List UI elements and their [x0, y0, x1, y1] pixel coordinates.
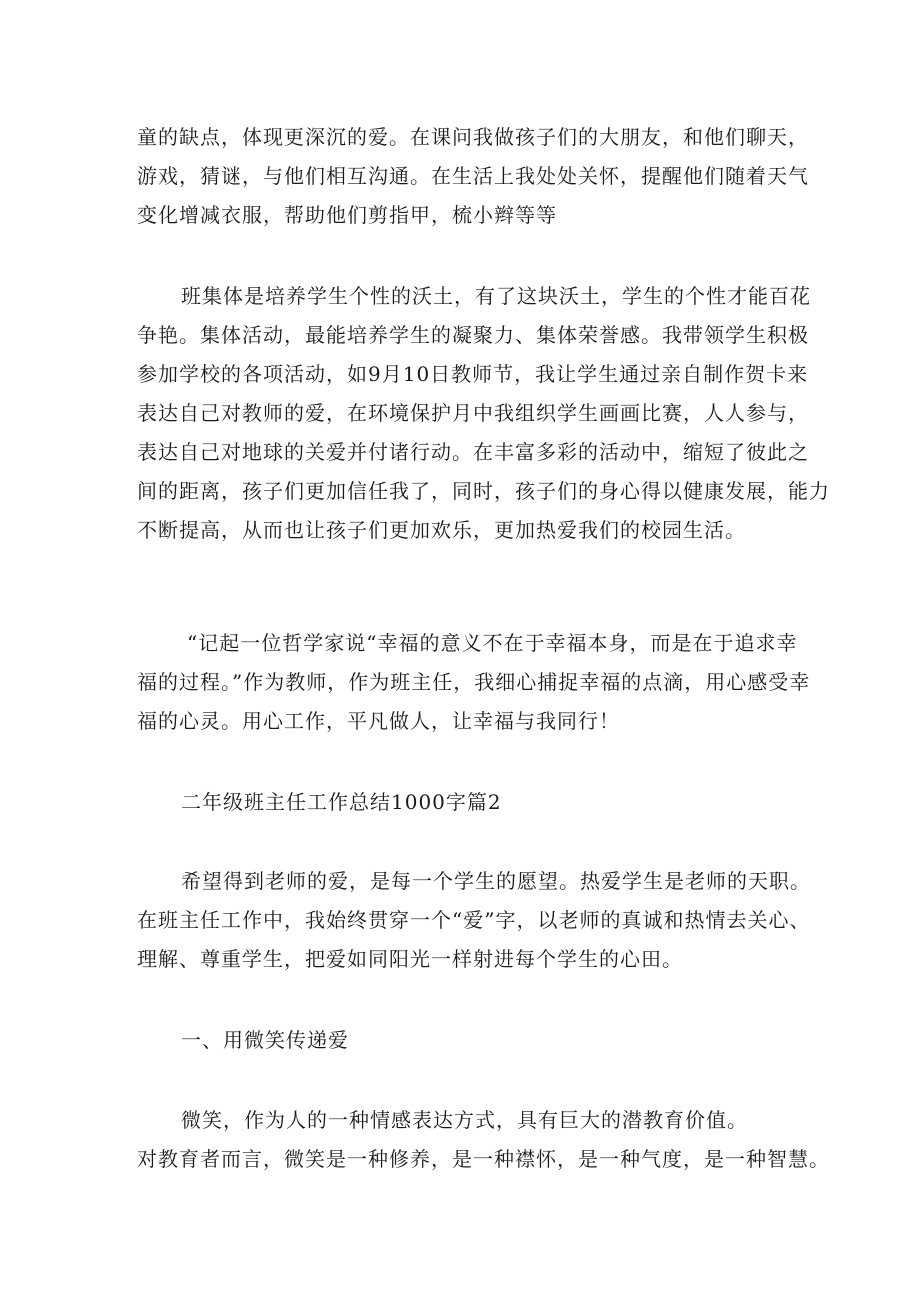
paragraph-line: 童的缺点，体现更深沉的爱。在课问我做孩子们的大朋友，和他们聊天，: [137, 125, 809, 149]
paragraph-line: 理解、尊重学生，把爱如同阳光一样射进每个学生的心田。: [137, 947, 683, 971]
paragraph-2: [137, 277, 830, 550]
section-heading: [137, 783, 797, 822]
paragraph-line: “记起一位哲学家说“幸福的意义不在于幸福本身，而是在于追求幸: [187, 631, 798, 655]
paragraph-line: 不断提高，从而也让孩子们更加欢乐，更加热爱我们的校园生活。: [137, 518, 746, 542]
paragraph-line: 间的距离，孩子们更加信任我了，同时，孩子们的身心得以健康发展，能力: [137, 479, 830, 503]
subheading-text: 一、用微笑传递爱: [181, 1028, 349, 1052]
paragraph-line: 希望得到老师的爱，是每一个学生的愿望。热爱学生是老师的天职。: [181, 869, 811, 893]
paragraph-4: [137, 862, 811, 979]
paragraph-line: 变化增减衣服，帮助他们剪指甲，梳小辫等等: [137, 203, 557, 227]
paragraph-line: 游戏，猜谜，与他们相互沟通。在生活上我处处关怀，提醒他们随着天气: [137, 164, 809, 188]
paragraph-line: 福的过程。”作为教师，作为班主任，我细心捕捉幸福的点滴，用心感受幸: [137, 670, 811, 694]
paragraph-line: 表达自己对地球的关爱并付诸行动。在丰富多彩的活动中，缩短了彼此之: [137, 440, 809, 464]
paragraph-line: 微笑，作为人的一种情感表达方式，具有巨大的潜教育价值。: [181, 1108, 748, 1132]
subheading: [137, 1021, 797, 1060]
paragraph-line: 争艳。集体活动，最能培养学生的凝聚力、集体荣誉感。我带领学生积极: [137, 323, 809, 347]
paragraph-5: [137, 1101, 830, 1179]
paragraph-line: 对教育者而言，微笑是一种修养，是一种襟怀，是一种气度，是一种智慧。: [137, 1147, 830, 1171]
paragraph-3: [137, 624, 811, 741]
paragraph-1: [137, 118, 809, 235]
paragraph-line: 表达自己对教师的爱，在环境保护月中我组织学生画画比赛，人人参与，: [137, 401, 809, 425]
section-heading-text: 二年级班主任工作总结1000字篇2: [181, 790, 502, 814]
paragraph-line: 班集体是培养学生个性的沃土，有了这块沃土，学生的个性才能百花: [181, 284, 811, 308]
paragraph-line: 在班主任工作中，我始终贯穿一个“爱”字，以老师的真诚和热情去关心、: [137, 908, 811, 932]
paragraph-line: 参加学校的各项活动，如9月10日教师节，我让学生通过亲自制作贺卡来: [137, 362, 809, 386]
paragraph-line: 福的心灵。用心工作，平凡做人，让幸福与我同行！: [137, 709, 620, 733]
